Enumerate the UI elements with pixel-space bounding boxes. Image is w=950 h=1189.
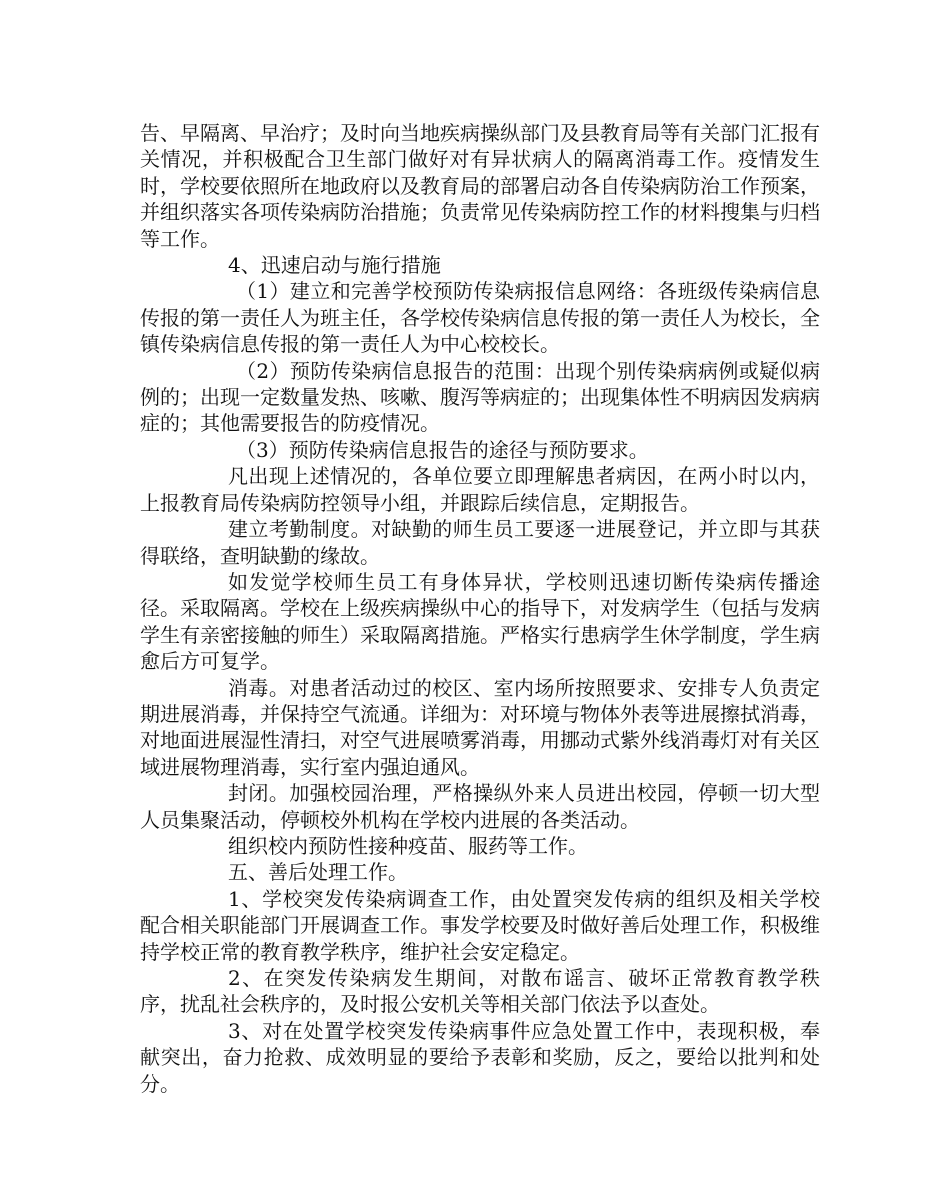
document-body xyxy=(140,120,820,1097)
paragraph-item-1: （1）建立和完善学校预防传染病报信息网络：各班级传染病信息传报的第一责任人为班主任，各学校传染病信息传报的第一责任人为校长，全镇传染病信息传报的第一责任人为中心校校长。 xyxy=(140,279,820,357)
paragraph-aftermath-3: 3、对在处置学校突发传染病事件应急处置工作中，表现积极，奉献突出，奋力抢救、成效明显的要给予表彰和奖励，反之，要给以批判和处分。 xyxy=(140,1018,820,1096)
paragraph-aftermath-1: 1、学校突发传染病调查工作，由处置突发传病的组织及相关学校配合相关职能部门开展调查工作。事发学校要及时做好善后处理工作，积极维持学校正常的教育教学秩序，维护社会安定稳定。 xyxy=(140,886,820,964)
section-heading-5: 五、善后处理工作。 xyxy=(228,860,408,885)
paragraph-disinfection: 消毒。对患者活动过的校区、室内场所按照要求、安排专人负责定期进展消毒，并保持空气流通。详细为：对环境与物体外表等进展擦拭消毒，对地面进展湿性清扫，对空气进展喷雾消毒，用挪动式紫外线消毒灯对有关区域进展物理消毒，实行室内强迫通风。 xyxy=(140,675,820,779)
paragraph-item-2: （2）预防传染病信息报告的范围：出现个别传染病病例或疑似病例的；出现一定数量发热、咳嗽、腹泻等病症的；出现集体性不明病因发病病症的；其他需要报告的防疫情况。 xyxy=(140,358,820,436)
section-heading-4: 4、迅速启动与施行措施 xyxy=(228,253,441,278)
paragraph-aftermath-2: 2、在突发传染病发生期间，对散布谣言、破坏正常教育教学秩序，扰乱社会秩序的，及时报公安机关等相关部门依法予以查处。 xyxy=(140,966,820,1017)
paragraph-vaccination: 组织校内预防性接种疫苗、服药等工作。 xyxy=(228,833,588,858)
paragraph-attendance: 建立考勤制度。对缺勤的师生员工要逐一进展登记，并立即与其获得联络，查明缺勤的缘故。 xyxy=(140,517,820,568)
paragraph-continuation: 告、早隔离、早治疗；及时向当地疾病操纵部门及县教育局等有关部门汇报有关情况，并积极配合卫生部门做好对有异状病人的隔离消毒工作。疫情发生时，学校要依照所在地政府以及教育局的部署启动各自传染病防治工作预案，并组织落实各项传染病防治措施；负责常见传染病防控工作的材料搜集与归档等工作。 xyxy=(140,121,820,251)
paragraph-report: 凡出现上述情况的，各单位要立即理解患者病因，在两小时以内，上报教育局传染病防控领导小组，并跟踪后续信息，定期报告。 xyxy=(140,464,820,515)
paragraph-isolation: 如发觉学校师生员工有身体异状，学校则迅速切断传染病传播途径。采取隔离。学校在上级疾病操纵中心的指导下，对发病学生（包括与发病学生有亲密接触的师生）采取隔离措施。严格实行患病学生休学制度，学生病愈后方可复学。 xyxy=(140,569,820,674)
paragraph-closure: 封闭。加强校园治理，严格操纵外来人员进出校园，停顿一切大型人员集聚活动，停顿校外机构在学校内进展的各类活动。 xyxy=(140,781,820,832)
paragraph-item-3: （3）预防传染病信息报告的途径与预防要求。 xyxy=(236,437,649,462)
